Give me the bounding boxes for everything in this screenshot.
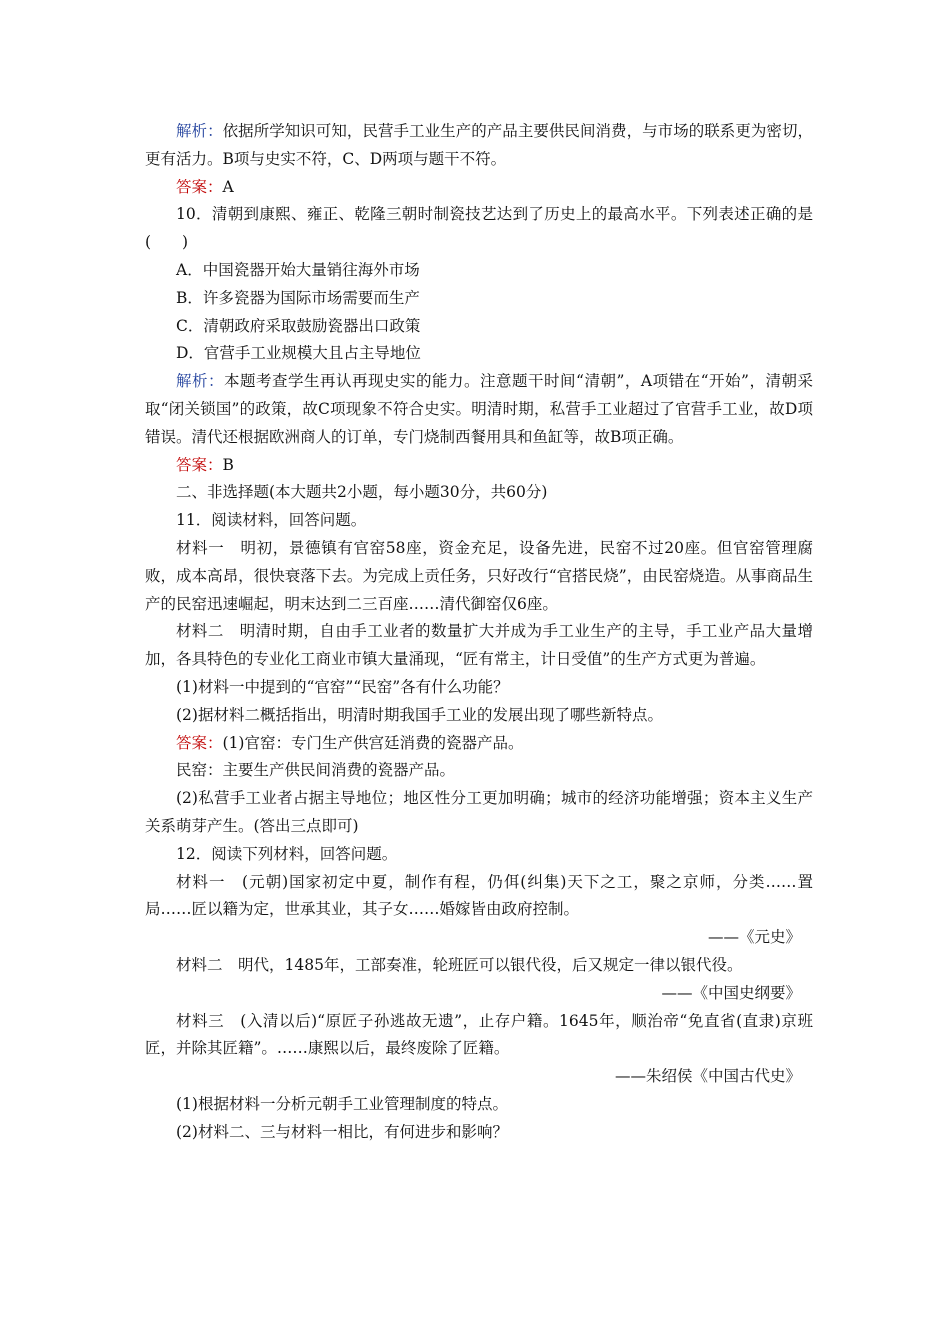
answer-text: B [222, 455, 234, 474]
q11-stem: 11．阅读材料，回答问题。 [176, 511, 367, 530]
q11-answer-1b: 民窑：主要生产供民间消费的瓷器产品。 [176, 761, 456, 780]
q10-stem: 10．清朝到康熙、雍正、乾隆三朝时制瓷技艺达到了历史上的最高水平。下列表述正确的是( ) [145, 205, 813, 252]
answer-text: (1)官窑：专门生产供宫廷消费的瓷器产品。 [222, 733, 524, 752]
q10-option-c: C．清朝政府采取鼓励瓷器出口政策 [176, 316, 421, 335]
q11-question-2: (2)据材料二概括指出，明清时期我国手工业的发展出现了哪些新特点。 [176, 705, 663, 724]
q11-answer-2: (2)私营手工业者占据主导地位；地区性分工更加明确；城市的经济功能增强；资本主义生产关系萌芽产生。(答出三点即可) [145, 789, 813, 835]
analysis-label: 解析： [176, 372, 225, 391]
q10-answer [145, 452, 813, 480]
q11-material-1: 材料一 明初，景德镇有官窑58座，资金充足，设备先进，民窑不过20座。但官窑管理腐败，成本高昂，很快衰落下去。为完成上贡任务，只好改行“官搭民烧”，由民窑烧造。从事商品生产的民窑迅速崛起，明末达到二三百座……清代御窑仅6座。 [145, 538, 813, 613]
q12-source-2: ——《中国史纲要》 [661, 983, 801, 1002]
q11-material-2: 材料二 明清时期，自由手工业者的数量扩大并成为手工业生产的主导，手工业产品大量增加，各具特色的专业化工商业市镇大量涌现，“匠有常主，计日受值”的生产方式更为普遍。 [145, 622, 813, 669]
section-heading: 二、非选择题(本大题共2小题，每小题30分，共60分) [176, 483, 548, 502]
answer-text: A [222, 177, 234, 196]
answer-label: 答案： [176, 455, 223, 474]
q9-answer [145, 174, 813, 202]
analysis-text: 依据所学知识可知，民营手工业生产的产品主要供民间消费，与市场的联系更为密切，更有活力。B项与史实不符，C、D两项与题干不符。 [145, 122, 813, 168]
q9-analysis [145, 118, 813, 174]
q12-material-2: 材料二 明代，1485年，工部奏准，轮班匠可以银代役，后又规定一律以银代役。 [176, 955, 743, 974]
q12-material-3: 材料三 (入清以后)“原匠子孙逃故无遗”，止存户籍。1645年，顺治帝“免直省(直隶)京班匠，并除其匠籍”。……康熙以后，最终废除了匠籍。 [145, 1011, 813, 1058]
q11-answer-1 [145, 730, 813, 758]
q12-question-1: (1)根据材料一分析元朝手工业管理制度的特点。 [176, 1094, 508, 1113]
q10-analysis [145, 368, 813, 451]
q10-option-d: D．官营手工业规模大且占主导地位 [176, 344, 421, 363]
q12-source-1: ——《元史》 [707, 928, 801, 947]
q12-stem: 12．阅读下列材料，回答问题。 [176, 844, 398, 863]
document-page [145, 118, 813, 1146]
analysis-label: 解析： [176, 122, 223, 140]
q12-material-1: 材料一 (元朝)国家初定中夏，制作有程，仍佴(纠集)天下之工，聚之京师，分类……置局……匠以籍为定，世承其业，其子女……婚嫁皆由政府控制。 [145, 872, 813, 919]
q12-question-2: (2)材料二、三与材料一相比，有何进步和影响？ [176, 1122, 508, 1141]
q10-option-a: A．中国瓷器开始大量销往海外市场 [176, 260, 420, 279]
q10-option-b: B．许多瓷器为国际市场需要而生产 [176, 288, 420, 307]
q12-source-3: ——朱绍侯《中国古代史》 [614, 1067, 801, 1086]
answer-label: 答案： [176, 733, 223, 752]
analysis-text: 本题考查学生再认再现史实的能力。注意题干时间“清朝”，A项错在“开始”，清朝采取“闭关锁国”的政策，故C项现象不符合史实。明清时期，私营手工业超过了官营手工业，故D项错误。清代还根据欧洲商人的订单，专门烧制西餐用具和鱼缸等，故B项正确。 [145, 372, 813, 446]
q11-question-1: (1)材料一中提到的“官窑”“民窑”各有什么功能？ [176, 677, 509, 696]
answer-label: 答案： [176, 177, 223, 196]
